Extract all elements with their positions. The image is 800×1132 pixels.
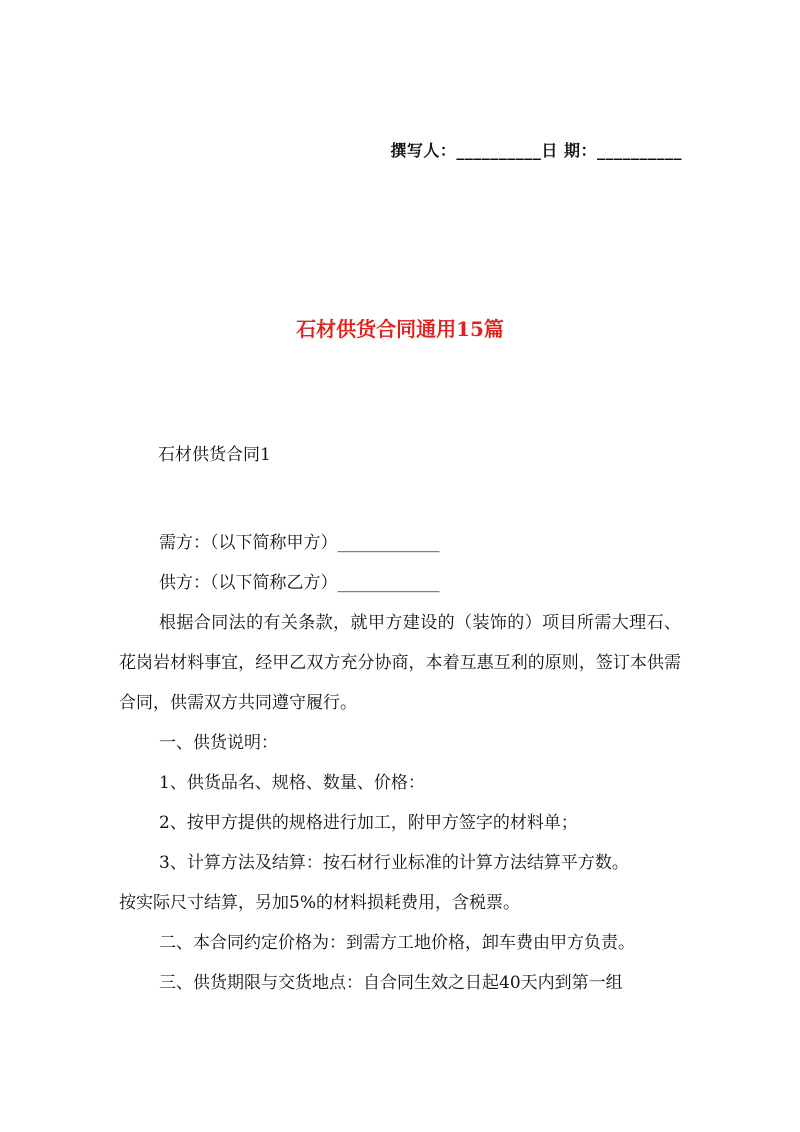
author-date-line: 撰写人：__________日 期：__________ (390, 141, 682, 160)
supplier-line: 供方：（以下简称乙方）____________ (159, 573, 440, 593)
buyer-line: 需方：（以下简称甲方）____________ (159, 533, 440, 553)
contract-body (119, 523, 681, 1003)
clause-item: 2、按甲方提供的规格进行加工，附甲方签字的材料单； (159, 813, 578, 833)
clause-continuation: 按实际尺寸结算，另加5%的材料损耗费用，含税票。 (119, 893, 520, 913)
contract-subtitle: 石材供货合同1 (158, 445, 271, 465)
section-heading-delivery: 三、供货期限与交货地点：自合同生效之日起40天内到第一组 (159, 973, 623, 993)
document-title: 石材供货合同通用15篇 (296, 317, 504, 341)
clause-item: 3、计算方法及结算：按石材行业标准的计算方法结算平方数。 (159, 853, 629, 873)
section-heading-supply: 一、供货说明： (159, 733, 278, 753)
section-heading-price: 二、本合同约定价格为：到需方工地价格，卸车费由甲方负责。 (159, 933, 635, 953)
preamble-paragraph: 根据合同法的有关条款，就甲方建设的（装饰的）项目所需大理石、花岗岩材料事宜，经甲乙双方充分协商，本着互惠互利的原则，签订本供需合同，供需双方共同遵守履行。 (119, 613, 681, 713)
clause-item: 1、供货品名、规格、数量、价格： (159, 773, 425, 793)
